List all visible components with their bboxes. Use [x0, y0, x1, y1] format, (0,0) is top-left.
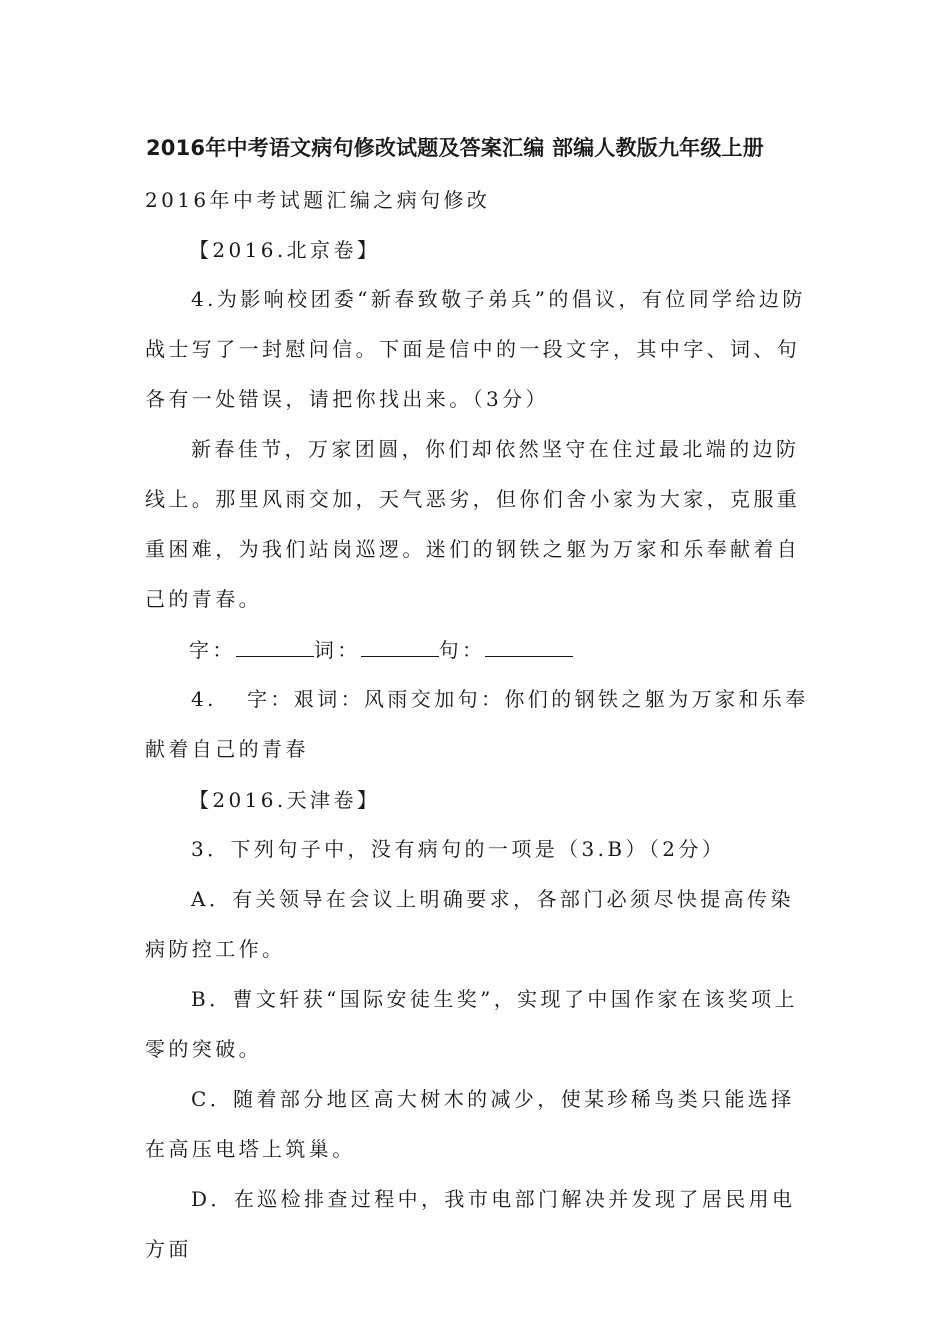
question-4-answer [145, 674, 810, 774]
blank-zi-line [236, 636, 314, 657]
document-title: 2016年中考语文病句修改试题及答案汇编 部编人教版九年级上册 [146, 136, 764, 160]
option-a: A．有关领导在会议上明确要求，各部门必须尽快提高传染病防控工作。 [145, 887, 794, 961]
answer-blanks-row [189, 635, 573, 665]
document-subtitle: 2016年中考试题汇编之病句修改 [145, 188, 491, 212]
question-4-prompt: 4.为影响校团委“新春致敬子弟兵”的倡议，有位同学给边防战士写了一封慰问信。下面是信中的一段文字，其中字、词、句各有一处错误，请把你找出来。（3分） [145, 287, 806, 411]
option-b: B．曹文轩获“国际安徒生奖”，实现了中国作家在该奖项上零的突破。 [145, 987, 798, 1061]
section-heading-beijing: 【2016.北京卷】 [189, 238, 381, 262]
blank-ju-label: 句： [438, 638, 486, 662]
answer-text: 字：艰词：风雨交加句：你们的钢铁之躯为万家和乐奉献着自己的青春 [145, 687, 809, 761]
blank-ci-label: 词： [313, 638, 361, 662]
question-3-prompt: 3．下列句子中，没有病句的一项是（3.B）（2分） [191, 837, 726, 861]
option-c: C．随着部分地区高大树木的减少，使某珍稀鸟类只能选择在高压电塔上筑巢。 [145, 1087, 795, 1161]
option-d: D．在巡检排查过程中，我市电部门解决并发现了居民用电方面 [145, 1187, 796, 1261]
blank-ju-line [485, 636, 573, 657]
question-4-passage: 新春佳节，万家团圆，你们却依然坚守在住过最北端的边防线上。那里风雨交加，天气恶劣，但你们舍小家为大家，克服重重困难，为我们站岗巡逻。迷们的钢铁之躯为万家和乐奉献着自己的青春。 [145, 437, 801, 611]
section-heading-tianjin: 【2016.天津卷】 [189, 788, 381, 812]
blank-ci-line [361, 636, 439, 657]
answer-number: 4. [191, 687, 217, 711]
blank-zi-label: 字： [189, 638, 236, 662]
